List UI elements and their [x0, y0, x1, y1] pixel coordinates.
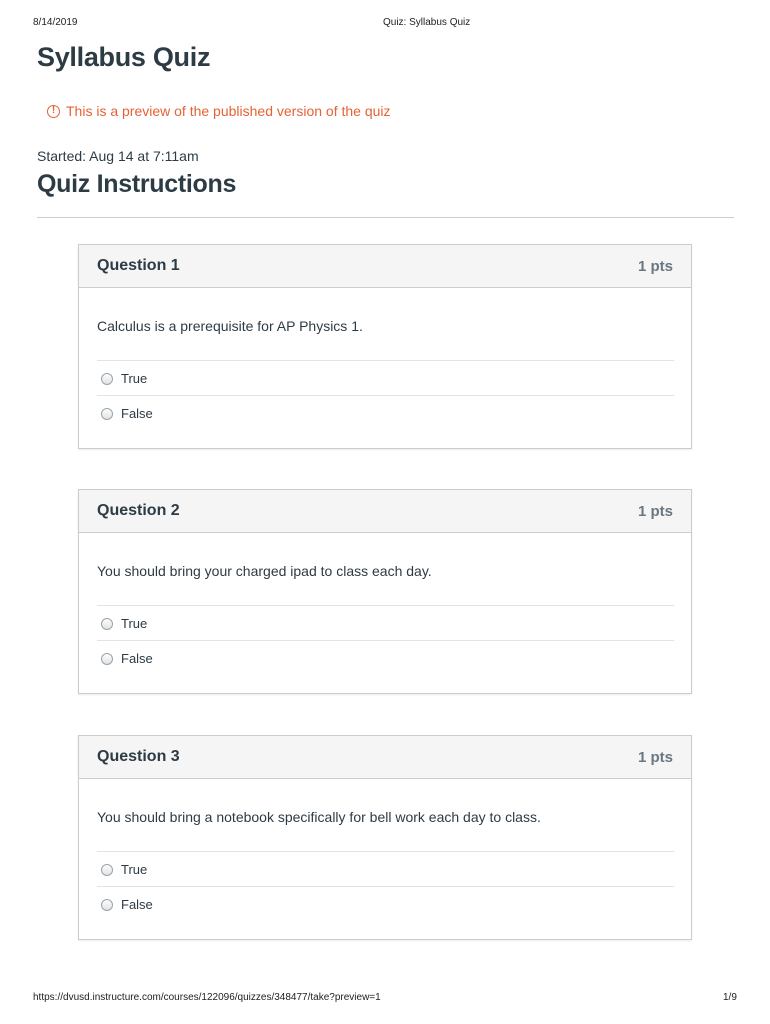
divider [37, 217, 734, 218]
print-date: 8/14/2019 [33, 17, 78, 28]
question-text: Calculus is a prerequisite for AP Physics 1. [97, 318, 363, 334]
question-text: You should bring your charged ipad to class each day. [97, 563, 432, 579]
question-card-3 [78, 735, 692, 940]
radio-button[interactable] [101, 653, 113, 665]
answer-label: False [121, 651, 153, 666]
preview-notice-text: This is a preview of the published version of the quiz [66, 103, 391, 119]
question-points: 1 pts [637, 503, 673, 520]
quiz-title: Syllabus Quiz [37, 42, 211, 72]
answer-option-true[interactable] [97, 851, 674, 887]
question-name: Question 1 [97, 257, 180, 274]
page-url: https://dvusd.instructure.com/courses/122096/quizzes/348477/take?preview=1 [33, 992, 381, 1003]
question-header [79, 245, 691, 288]
answer-label: True [121, 371, 148, 386]
question-name: Question 3 [97, 748, 180, 765]
print-header [0, 17, 770, 31]
question-text: You should bring a notebook specifically for bell work each day to class. [97, 809, 541, 825]
question-name: Question 2 [97, 502, 180, 519]
answer-label: True [121, 862, 148, 877]
answer-label: False [121, 406, 153, 421]
print-page-title: Quiz: Syllabus Quiz [383, 17, 471, 28]
page-number: 1/9 [723, 992, 737, 1003]
answer-option-false[interactable] [97, 886, 674, 922]
answer-option-false[interactable] [97, 395, 674, 431]
warning-icon: ! [47, 105, 60, 118]
radio-button[interactable] [101, 899, 113, 911]
answer-label: True [121, 616, 148, 631]
started-time: Started: Aug 14 at 7:11am [37, 148, 199, 164]
quiz-instructions-heading: Quiz Instructions [37, 170, 237, 198]
radio-button[interactable] [101, 408, 113, 420]
radio-button[interactable] [101, 618, 113, 630]
answer-option-true[interactable] [97, 360, 674, 396]
question-points: 1 pts [637, 258, 673, 275]
answer-label: False [121, 897, 153, 912]
answer-option-true[interactable] [97, 605, 674, 641]
print-footer [0, 992, 770, 1006]
question-card-1 [78, 244, 692, 449]
radio-button[interactable] [101, 373, 113, 385]
answer-option-false[interactable] [97, 640, 674, 676]
preview-notice [47, 103, 391, 119]
question-card-2 [78, 489, 692, 694]
question-points: 1 pts [637, 749, 673, 766]
question-header [79, 736, 691, 779]
question-header [79, 490, 691, 533]
radio-button[interactable] [101, 864, 113, 876]
